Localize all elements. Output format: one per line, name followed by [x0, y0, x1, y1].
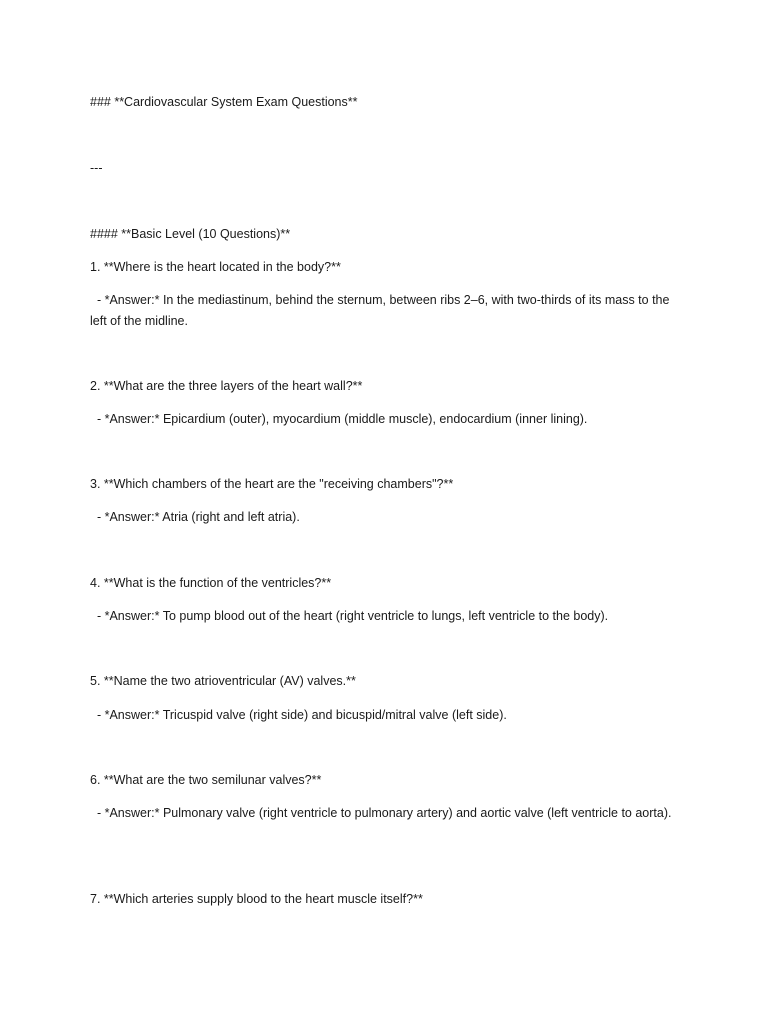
- answer-2: - *Answer:* Epicardium (outer), myocardium (middle muscle), endocardium (inner lining).: [90, 412, 588, 426]
- question-2: 2. **What are the three layers of the heart wall?**: [90, 379, 363, 393]
- question-6: 6. **What are the two semilunar valves?**: [90, 773, 322, 787]
- question-5: 5. **Name the two atrioventricular (AV) valves.**: [90, 674, 356, 688]
- answer-1: - *Answer:* In the mediastinum, behind the sternum, between ribs 2–6, with two-thirds of its mass to the left of the midline.: [90, 293, 673, 328]
- question-1: 1. **Where is the heart located in the body?**: [90, 260, 341, 274]
- answer-6: - *Answer:* Pulmonary valve (right ventricle to pulmonary artery) and aortic valve (left ventricle to aorta).: [90, 806, 672, 820]
- question-7: 7. **Which arteries supply blood to the heart muscle itself?**: [90, 892, 423, 906]
- answer-5: - *Answer:* Tricuspid valve (right side) and bicuspid/mitral valve (left side).: [90, 708, 507, 722]
- question-3: 3. **Which chambers of the heart are the "receiving chambers"?**: [90, 477, 454, 491]
- answer-3: - *Answer:* Atria (right and left atria).: [90, 510, 300, 524]
- question-4: 4. **What is the function of the ventricles?**: [90, 576, 332, 590]
- section-heading-basic-level: #### **Basic Level (10 Questions)**: [90, 227, 291, 241]
- document-title: ### **Cardiovascular System Exam Questions**: [90, 95, 358, 109]
- horizontal-rule-markup: ---: [90, 161, 103, 175]
- answer-4: - *Answer:* To pump blood out of the heart (right ventricle to lungs, left ventricle to the body).: [90, 609, 609, 623]
